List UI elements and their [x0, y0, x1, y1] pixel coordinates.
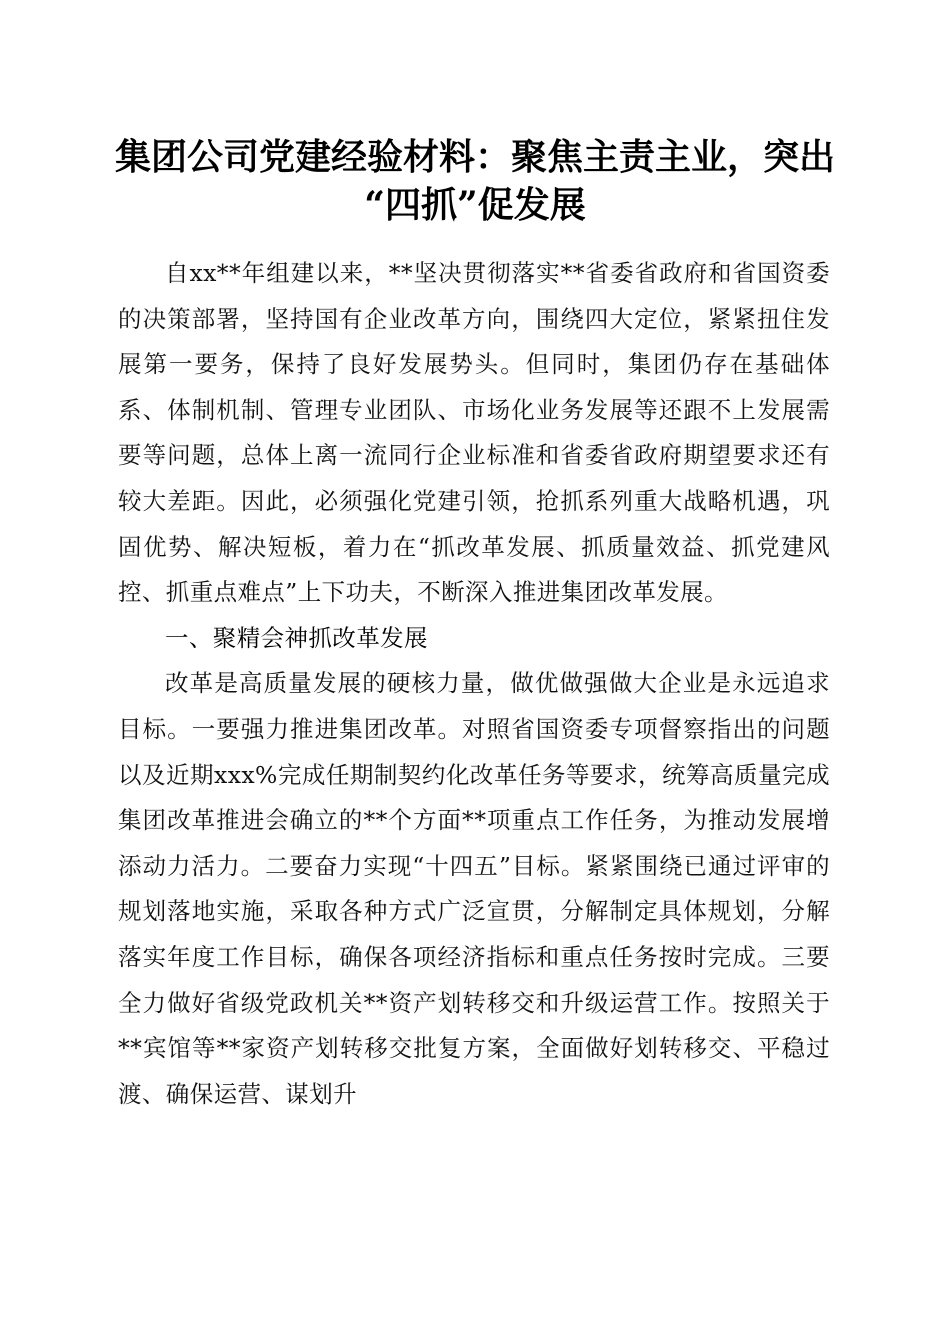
document-body — [118, 251, 830, 1117]
document-title — [100, 133, 850, 229]
title-line-1: 集团公司党建经验材料：聚焦主责主业，突出 — [114, 136, 835, 178]
title-line-2: “四抓”促发展 — [364, 184, 586, 226]
intro-paragraph: 自xx**年组建以来，**坚决贯彻落实**省委省政府和省国资委的决策部署，坚持国有企业改革方向，围绕四大定位，紧紧扭住发展第一要务，保持了良好发展势头。但同时，集团仍存在基础体系、体制机制、管理专业团队、市场化业务发展等还跟不上发展需要等问题，总体上离一流同行企业标准和省委省政府期望要求还有较大差距。因此，必须强化党建引领，抢抓系列重大战略机遇，巩固优势、解决短板，着力在“抓改革发展、抓质量效益、抓党建风控、抓重点难点”上下功夫，不断深入推进集团改革发展。 — [118, 259, 830, 607]
section-1-paragraph: 改革是高质量发展的硬核力量，做优做强做大企业是永远追求目标。一要强力推进集团改革。对照省国资委专项督察指出的问题以及近期xxx%完成任期制契约化改革任务等要求，统筹高质量完成集团改革推进会确立的**个方面**项重点工作任务，为推动发展增添动力活力。二要奋力实现“十四五”目标。紧紧围绕已通过评审的规划落地实施，采取各种方式广泛宣贯，分解制定具体规划，分解落实年度工作目标，确保各项经济指标和重点任务按时完成。三要全力做好省级党政机关**资产划转移交和升级运营工作。按照关于**宾馆等**家资产划转移交批复方案，全面做好划转移交、平稳过渡、确保运营、谋划升 — [118, 669, 830, 1108]
section-heading-1: 一、聚精会神抓改革发展 — [165, 623, 428, 652]
